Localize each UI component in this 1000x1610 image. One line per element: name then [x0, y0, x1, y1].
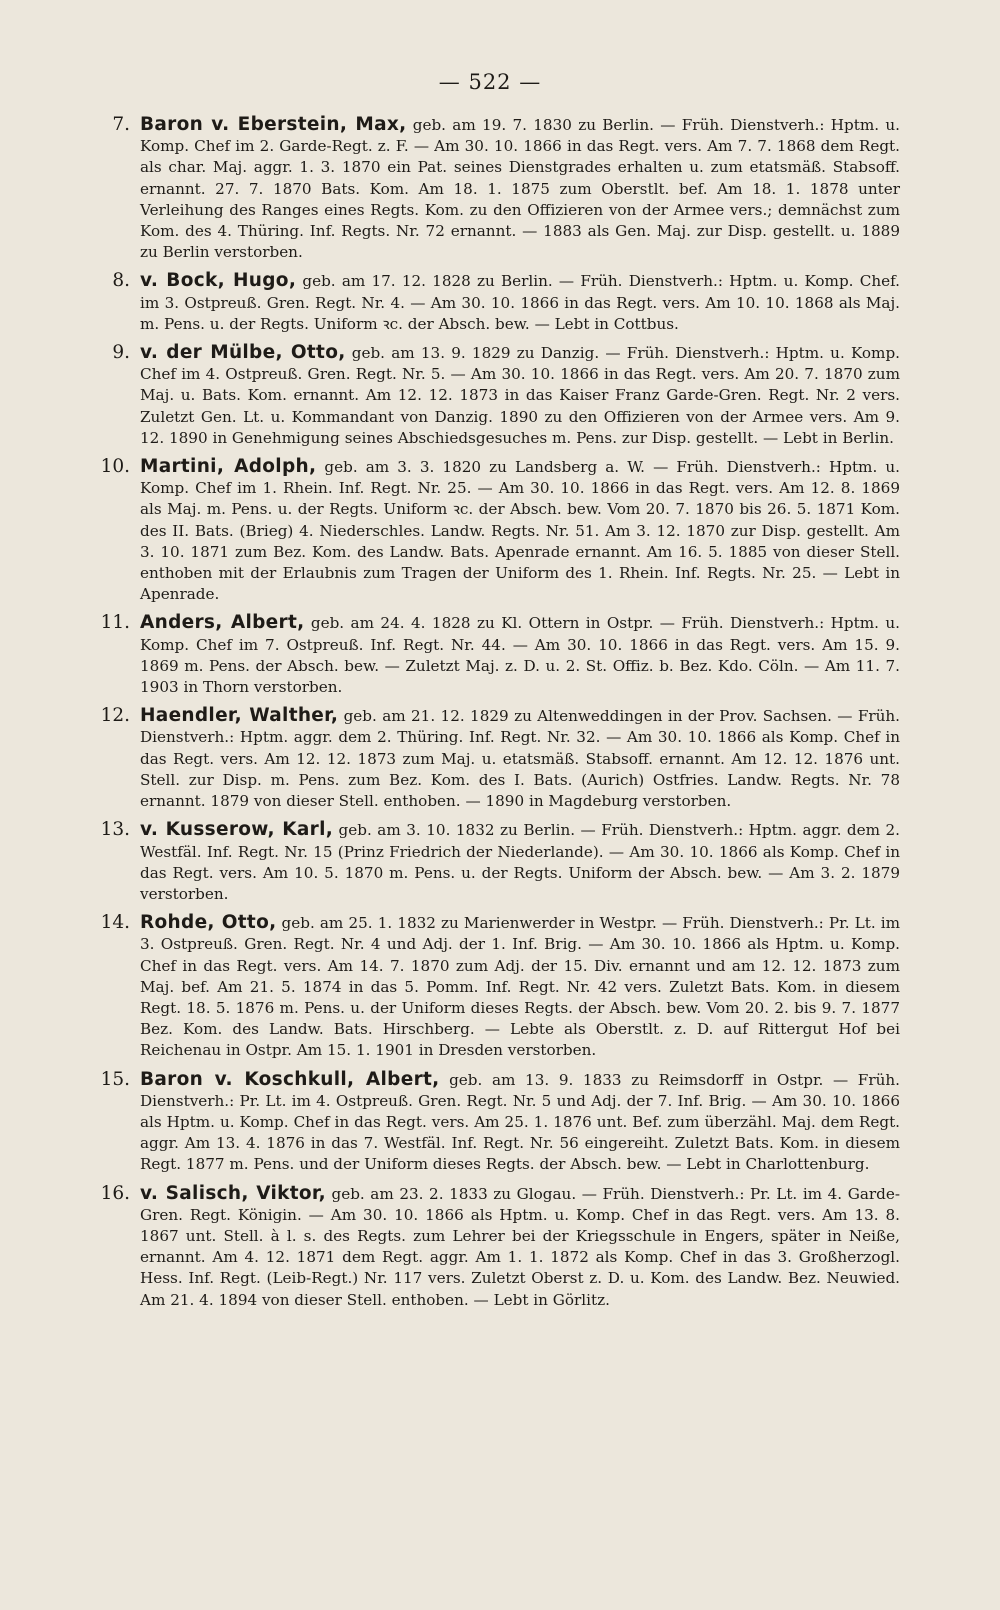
entry-body: geb. am 21. 12. 1829 zu Altenweddingen in der Prov. Sachsen. — Früh. Dienstverh.: Hptm. aggr. dem 2. Thüring. Inf. Regt. Nr. 32. — Am 30. 10. 1866 als Komp. Chef in das Regt. vers. Am 12. 12. 1873 zum Maj. u. etatsmäß. Stabsoff. ernannt. Am 12. 12. 1876 unt. Stell. zur Disp. m. Pens. zum Bez. Kom. des I. Bats. (Aurich) Ostfries. Landw. Regts. Nr. 78 ernannt. 1879 von dieser Stell. enthoben. — 1890 in Magdeburg verstorben.	[140, 707, 901, 811]
entry-name: Anders, Albert,	[140, 612, 305, 634]
page-number: — 522 —	[438, 70, 542, 94]
entry-body: geb. am 25. 1. 1832 zu Marienwerder in Westpr. — Früh. Dienstverh.: Pr. Lt. im 3. Ostpreuß. Gren. Regt. Nr. 4 und Adj. der 1. Inf. Brig. — Am 30. 10. 1866 als Hptm. u. Komp. Chef in das Regt. vers. Am 14. 7. 1870 zum Adj. der 15. Div. ernannt und am 12. 12. 1873 zum Maj. bef. Am 21. 5. 1874 in das 5. Pomm. Inf. Regt. Nr. 42 vers. Zuletzt Bats. Kom. in diesem Regt. 18. 5. 1876 m. Pens. u. der Uniform dieses Regts. der Absch. bew. Vom 20. 2. bis 9. 7. 1877 Bez. Kom. des Landw. Bats. Hirschberg. — Lebte als Oberstlt. z. D. auf Rittergut Hof bei Reichenau in Ostpr. Am 15. 1. 1901 in Dresden verstorben.	[140, 914, 901, 1060]
entry-body: geb. am 3. 10. 1832 zu Berlin. — Früh. Dienstverh.: Hptm. aggr. dem 2. Westfäl. Inf. Regt. Nr. 15 (Prinz Friedrich der Niederlande). — Am 30. 10. 1866 als Komp. Chef in das Regt. vers. Am 10. 5. 1870 m. Pens. u. der Regts. Uniform der Absch. bew. — Am 3. 2. 1879 verstorben.	[140, 821, 901, 903]
entry-body: geb. am 3. 3. 1820 zu Landsberg a. W. — Früh. Dienstverh.: Hptm. u. Komp. Chef im 1. Rhein. Inf. Regt. Nr. 25. — Am 30. 10. 1866 in das Regt. vers. Am 12. 8. 1869 als Maj. m. Pens. u. der Regts. Uniform ꝛc. der Absch. bew. Vom 20. 7. 1870 bis 26. 5. 1871 Kom. des II. Bats. (Brieg) 4. Niederschles. Landw. Regts. Nr. 51. Am 3. 12. 1870 zur Disp. gestellt. Am 3. 10. 1871 zum Bez. Kom. des Landw. Bats. Apenrade ernannt. Am 16. 5. 1885 von dieser Stell. enthoben mit der Erlaubnis zum Tragen der Uniform des 1. Rhein. Inf. Regts. Nr. 25. — Lebt in Apenrade.	[140, 458, 900, 604]
entry-name: Baron v. Eberstein, Max,	[140, 114, 407, 135]
entry-name: v. Bock, Hugo,	[140, 270, 297, 292]
entry-text	[140, 912, 900, 1061]
entry-number: 9.	[112, 342, 130, 364]
entry-number: 7.	[112, 114, 130, 135]
entry-name: Baron v. Koschkull, Albert,	[140, 1068, 440, 1090]
entry-text	[140, 1183, 900, 1311]
list-item	[80, 612, 900, 698]
entry-number: 15.	[100, 1068, 130, 1090]
entry-number: 11.	[100, 612, 130, 634]
list-item	[80, 114, 900, 263]
entry-body: geb. am 19. 7. 1830 zu Berlin. — Früh. Dienstverh.: Hptm. u. Komp. Chef im 2. Garde-Regt. z. F. — Am 30. 10. 1866 in das Regt. vers. Am 7. 7. 1868 dem Regt. als char. Maj. aggr. 1. 3. 1870 ein Pat. seines Dienstgrades erhalten u. zum etatsmäß. Stabsoff. ernannt. 27. 7. 1870 Bats. Kom. Am 18. 1. 1875 zum Oberstlt. bef. Am 18. 1. 1878 unter Verleihung des Ranges eines Regts. Kom. zu den Offizieren von der Armee vers.; demnächst zum Kom. des 4. Thüring. Inf. Regts. Nr. 72 ernannt. — 1883 als Gen. Maj. zur Disp. gestellt. u. 1889 zu Berlin verstorben.	[140, 116, 900, 262]
entry-number: 16.	[100, 1182, 130, 1204]
entry-body: geb. am 17. 12. 1828 zu Berlin. — Früh. Dienstverh.: Hptm. u. Komp. Chef. im 3. Ostpreuß. Gren. Regt. Nr. 4. — Am 30. 10. 1866 in das Regt. vers. Am 10. 10. 1868 als Maj. m. Pens. u. der Regts. Uniform ꝛc. der Absch. bew. — Lebt in Cottbus.	[140, 272, 900, 333]
entry-name: Haendler, Walther,	[140, 705, 339, 727]
entry-text	[140, 114, 900, 263]
entry-body: geb. am 13. 9. 1829 zu Danzig. — Früh. Dienstverh.: Hptm. u. Komp. Chef im 4. Ostpreuß. Gren. Regt. Nr. 5. — Am 30. 10. 1866 in das Regt. vers. Am 20. 7. 1870 zum Maj. u. Bats. Kom. ernannt. Am 12. 12. 1873 in das Kaiser Franz Garde-Gren. Regt. Nr. 2 vers. Zuletzt Gen. Lt. u. Kommandant von Danzig. 1890 zu den Offizieren von der Armee vers. Am 9. 12. 1890 in Genehmigung seines Abschiedsgesuches m. Pens. zur Disp. gestellt. — Lebt in Berlin.	[140, 344, 901, 447]
list-item	[80, 819, 900, 905]
list-item	[80, 1069, 900, 1176]
entry-body: geb. am 23. 2. 1833 zu Glogau. — Früh. Dienstverh.: Pr. Lt. im 4. Garde-Gren. Regt. Königin. — Am 30. 10. 1866 als Hptm. u. Komp. Chef in das Regt. vers. Am 13. 8. 1867 unt. Stell. à l. s. des Regts. zum Lehrer bei der Kriegsschule in Engers, später in Neiße, ernannt. Am 4. 12. 1871 dem Regt. aggr. Am 1. 1. 1872 als Komp. Chef in das 3. Großherzogl. Hess. Inf. Regt. (Leib-Regt.) Nr. 117 vers. Zuletzt Oberst z. D. u. Kom. des Landw. Bez. Neuwied. Am 21. 4. 1894 von dieser Stell. enthoben. — Lebt in Görlitz.	[140, 1184, 900, 1309]
list-item	[80, 342, 900, 449]
entry-name: v. der Mülbe, Otto,	[140, 342, 346, 364]
entry-name: Martini, Adolph,	[140, 456, 317, 478]
list-item	[80, 705, 900, 812]
entry-number: 10.	[100, 456, 130, 478]
entry-text	[140, 705, 900, 812]
entry-text	[140, 270, 900, 335]
entry-name: v. Kusserow, Karl,	[140, 819, 334, 841]
list-item	[80, 456, 900, 605]
entry-text	[140, 1069, 900, 1176]
entry-number: 13.	[100, 819, 130, 841]
list-item	[80, 1183, 900, 1311]
entry-name: Rohde, Otto,	[140, 912, 277, 934]
entry-number: 14.	[100, 912, 130, 934]
entry-number: 12.	[100, 705, 130, 727]
entry-text	[140, 342, 900, 449]
entry-body: geb. am 13. 9. 1833 zu Reimsdorff in Ostpr. — Früh. Dienstverh.: Pr. Lt. im 4. Ostpreuß. Gren. Regt. Nr. 5 und Adj. der 7. Inf. Brig. — Am 30. 10. 1866 als Hptm. u. Komp. Chef in das Regt. vers. Am 25. 1. 1876 unt. Bef. zum überzähl. Maj. dem Regt. aggr. Am 13. 4. 1876 in das 7. Westfäl. Inf. Regt. Nr. 56 eingereiht. Zuletzt Bats. Kom. in diesem Regt. 1877 m. Pens. und der Uniform dieses Regts. der Absch. bew. — Lebt in Charlottenburg.	[140, 1070, 900, 1174]
entry-text	[140, 456, 900, 605]
list-item	[80, 270, 900, 335]
entry-text	[140, 612, 900, 698]
entry-number: 8.	[112, 270, 130, 292]
entry-name: v. Salisch, Viktor,	[140, 1182, 326, 1204]
entry-text	[140, 819, 900, 905]
entry-list	[80, 114, 900, 1311]
entry-body: geb. am 24. 4. 1828 zu Kl. Ottern in Ostpr. — Früh. Dienstverh.: Hptm. u. Komp. Chef im 7. Ostpreuß. Inf. Regt. Nr. 44. — Am 30. 10. 1866 in das Regt. vers. Am 15. 9. 1869 m. Pens. der Absch. bew. — Zuletzt Maj. z. D. u. 2. St. Offiz. b. Bez. Kdo. Cöln. — Am 11. 7. 1903 in Thorn verstorben.	[140, 614, 901, 697]
list-item	[80, 912, 900, 1061]
